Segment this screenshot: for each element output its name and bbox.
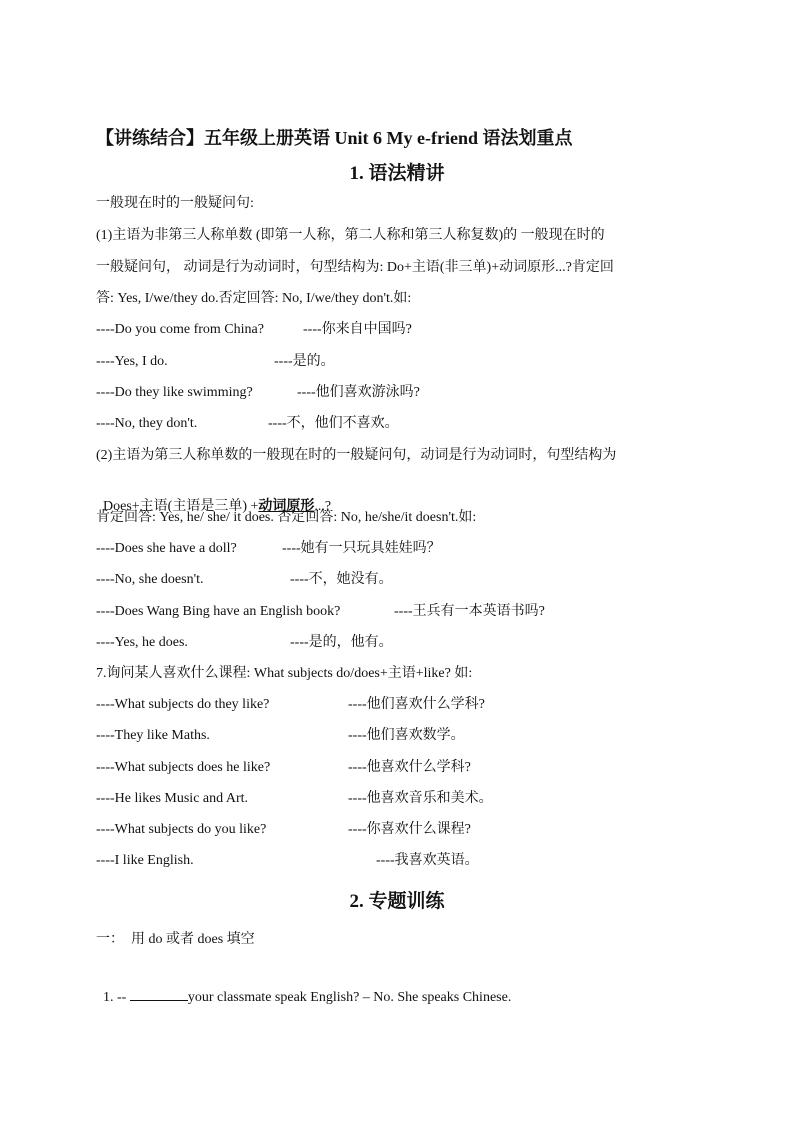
example-en: ----Yes, I do. xyxy=(96,354,168,369)
example-zh: ----他喜欢什么学科? xyxy=(348,760,471,775)
example-en: ----What subjects does he like? xyxy=(96,760,271,775)
example-zh: ----是的，他有。 xyxy=(290,635,393,650)
rule7-line: 7.询问某人喜欢什么课程: What subjects do/does+主语+like? 如: xyxy=(96,666,473,681)
question-1 xyxy=(96,966,511,1008)
example-zh: ----你来自中国吗? xyxy=(303,322,412,337)
section-heading-grammar: 1. 语法精讲 xyxy=(349,163,445,184)
example-en: ----Does she have a doll? xyxy=(96,541,237,556)
example-en: ----He likes Music and Art. xyxy=(96,791,249,806)
rule1-line: 答: Yes, I/we/they do.否定回答: No, I/we/they don't.如: xyxy=(96,291,412,306)
example-zh: ----他们喜欢什么学科? xyxy=(348,697,485,712)
rule2-line: (2)主语为第三人称单数的一般现在时的一般疑问句，动词是行为动词时，句型结构为 xyxy=(96,448,617,463)
rule2-text: Does+主语(主语是三单) + xyxy=(103,499,259,514)
example-zh: ----是的。 xyxy=(274,354,335,369)
task-instruction: 一： 用 do 或者 does 填空 xyxy=(96,932,255,947)
page-title: 【讲练结合】五年级上册英语 Unit 6 My e-friend 语法划重点 xyxy=(96,128,573,148)
example-zh: ----他们喜欢游泳吗? xyxy=(297,385,420,400)
example-en: ----I like English. xyxy=(96,853,194,868)
rule1-line: (1)主语为非第三人称单数 (即第一人称，第二人称和第三人称复数)的 一般现在时的 xyxy=(96,228,605,243)
example-zh: ----他们喜欢数学。 xyxy=(348,728,465,743)
example-zh: ----不，她没有。 xyxy=(290,572,393,587)
rule1-line: 一般疑问句， 动词是行为动词时，句型结构为: Do+主语(非三单)+动词原形...?肯定回 xyxy=(96,260,614,275)
rule2-line: 肯定回答: Yes, he/ she/ it does. 否定回答: No, he/she/it doesn't.如: xyxy=(96,510,477,525)
example-zh: ----你喜欢什么课程? xyxy=(348,822,471,837)
question-prefix: 1. -- xyxy=(103,990,130,1005)
example-zh: ----我喜欢英语。 xyxy=(376,853,479,868)
example-en: ----No, they don't. xyxy=(96,416,198,431)
example-en: ----No, she doesn't. xyxy=(96,572,204,587)
example-zh: ----她有一只玩具娃娃吗？ xyxy=(282,541,441,556)
example-zh: ----不，他们不喜欢。 xyxy=(268,416,399,431)
example-zh: ----王兵有一本英语书吗? xyxy=(394,604,545,619)
rule2-text: ...? xyxy=(314,499,332,514)
intro-line: 一般现在时的一般疑问句: xyxy=(96,196,254,211)
example-en: ----Do they like swimming? xyxy=(96,385,253,400)
rule2-emphasis: 动词原形 xyxy=(258,499,315,514)
example-en: ----Do you come from China? xyxy=(96,322,264,337)
example-zh: ----他喜欢音乐和美术。 xyxy=(348,791,493,806)
example-en: ----What subjects do you like? xyxy=(96,822,267,837)
example-en: ----They like Maths. xyxy=(96,728,210,743)
example-en: ----Yes, he does. xyxy=(96,635,188,650)
answer-blank[interactable] xyxy=(130,986,188,1001)
example-en: ----What subjects do they like? xyxy=(96,697,270,712)
section-heading-practice: 2. 专题训练 xyxy=(349,891,445,912)
question-text: your classmate speak English? – No. She speaks Chinese. xyxy=(187,990,512,1005)
example-en: ----Does Wang Bing have an English book? xyxy=(96,604,341,619)
